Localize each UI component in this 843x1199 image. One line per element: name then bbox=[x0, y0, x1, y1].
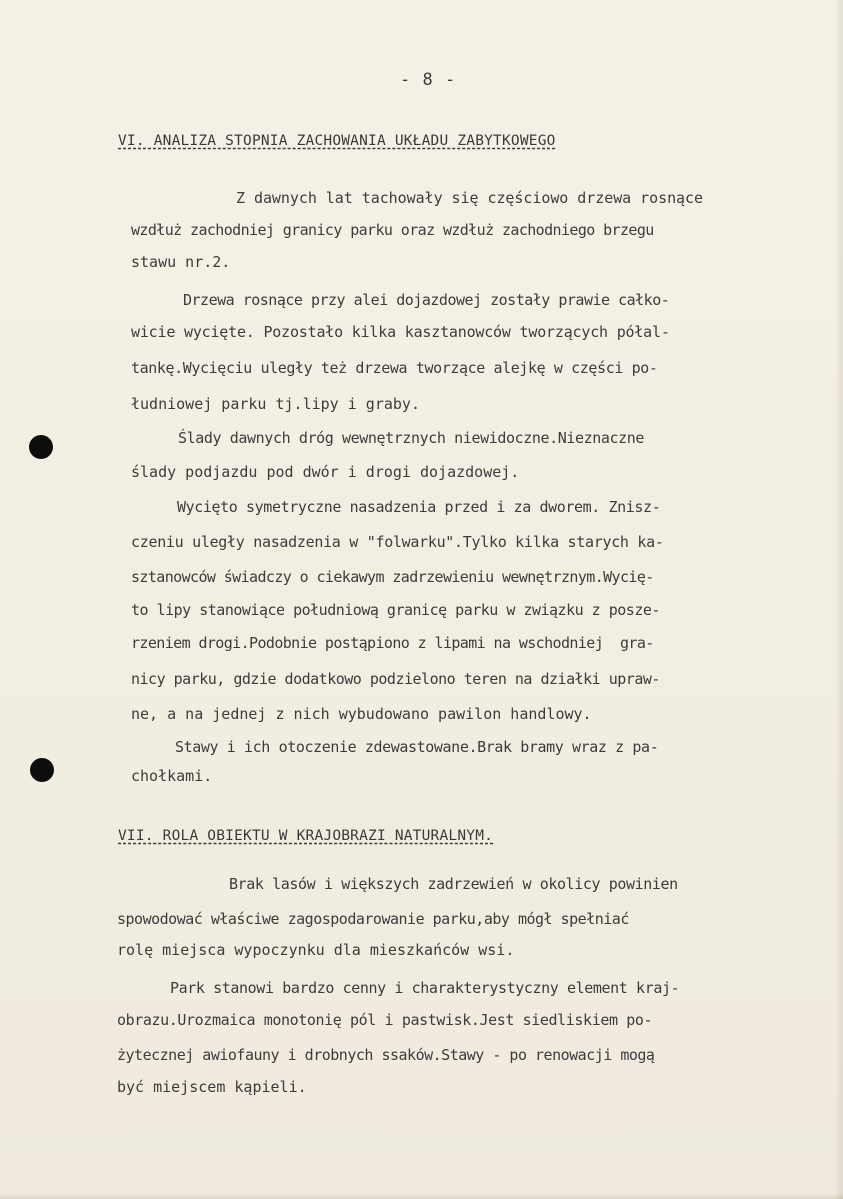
paragraph-line: obrazu.Urozmaica monotonię pól i pastwisk.Jest siedliskiem po- bbox=[117, 1011, 653, 1029]
paragraph-line: być miejscem kąpieli. bbox=[117, 1078, 307, 1096]
punch-hole bbox=[30, 758, 54, 782]
paragraph-line: stawu nr.2. bbox=[131, 253, 231, 271]
paragraph-line: chołkami. bbox=[131, 767, 213, 785]
paragraph-line: ne, a na jednej z nich wybudowano pawilon handlowy. bbox=[131, 705, 592, 723]
section-7-heading: VII. ROLA OBIEKTU W KRAJOBRAZI NATURALNYM. bbox=[118, 828, 494, 844]
paragraph-line: Wycięto symetryczne nasadzenia przed i za dworem. Znisz- bbox=[177, 498, 661, 516]
paragraph-line: Brak lasów i większych zadrzewień w okolicy powinien bbox=[229, 875, 678, 893]
paragraph-line: ślady podjazdu pod dwór i drogi dojazdowej. bbox=[131, 463, 520, 481]
paragraph-line: Ślady dawnych dróg wewnętrznych niewidoczne.Nieznaczne bbox=[178, 429, 645, 447]
paragraph-line: rzeniem drogi.Podobnie postąpiono z lipami na wschodniej gra- bbox=[131, 634, 654, 652]
paragraph-line: tankę.Wycięciu uległy też drzewa tworzące alejkę w części po- bbox=[131, 359, 658, 377]
page-number: - 8 - bbox=[400, 70, 457, 90]
paragraph-line: to lipy stanowiące południową granicę parku w związku z posze- bbox=[131, 601, 660, 619]
paragraph-line: sztanowców świadczy o ciekawym zadrzewieniu wewnętrznym.Wycię- bbox=[131, 568, 654, 586]
page-edge-shadow bbox=[835, 0, 843, 1199]
paragraph-line: Park stanowi bardzo cenny i charakterystyczny element kraj- bbox=[170, 979, 680, 997]
paragraph-line: żytecznej awiofauny i drobnych ssaków.Stawy - po renowacji mogą bbox=[117, 1046, 655, 1064]
paragraph-line: Z dawnych lat tachowały się częściowo drzewa rosnące bbox=[236, 189, 704, 207]
paragraph-line: Stawy i ich otoczenie zdewastowane.Brak bramy wraz z pa- bbox=[175, 738, 659, 756]
paragraph-line: czeniu uległy nasadzenia w "folwarku".Tylko kilka starych ka- bbox=[131, 533, 664, 551]
paragraph-line: Drzewa rosnące przy alei dojazdowej zostały prawie całko- bbox=[183, 291, 670, 309]
paragraph-line: nicy parku, gdzie dodatkowo podzielono teren na działki upraw- bbox=[131, 670, 660, 688]
section-6-heading: VI. ANALIZA STOPNIA ZACHOWANIA UKŁADU ZABYTKOWEGO bbox=[118, 133, 556, 149]
paragraph-line: łudniowej parku tj.lipy i graby. bbox=[131, 395, 420, 413]
paragraph-line: rolę miejsca wypoczynku dla mieszkańców wsi. bbox=[117, 941, 515, 959]
paragraph-line: wzdłuż zachodniej granicy parku oraz wzdłuż zachodniego brzegu bbox=[131, 221, 654, 239]
punch-hole bbox=[29, 435, 53, 459]
page-bottom-shadow bbox=[0, 1193, 843, 1199]
paragraph-line: wicie wycięte. Pozostało kilka kasztanowców tworzących półal- bbox=[131, 323, 670, 341]
paragraph-line: spowodować właściwe zagospodarowanie parku,aby mógł spełniać bbox=[117, 910, 629, 928]
